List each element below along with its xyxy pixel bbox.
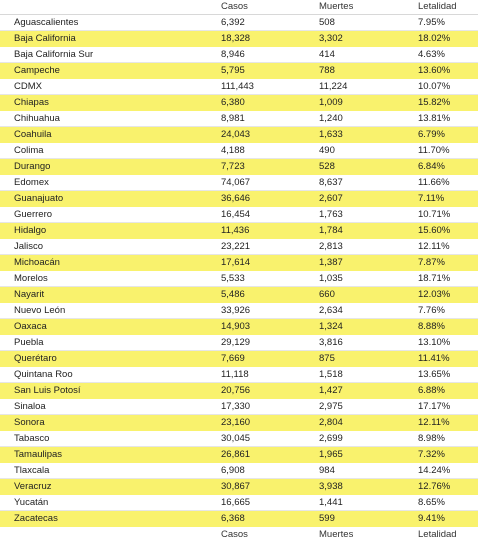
table-row (0, 463, 478, 479)
cell-estado: Yucatán (14, 497, 49, 508)
cell-letalidad: 12.76% (418, 481, 451, 492)
cell-estado: Edomex (14, 177, 49, 188)
header-muertes: Muertes (319, 1, 354, 12)
cell-letalidad: 11.66% (418, 177, 450, 188)
cell-casos: 23,160 (221, 417, 251, 428)
table-row (0, 415, 478, 431)
table-row (0, 287, 478, 303)
cell-muertes: 11,224 (319, 81, 348, 92)
table-row (0, 319, 478, 335)
table-row (0, 351, 478, 367)
cell-casos: 6,392 (221, 17, 245, 28)
cell-estado: Oaxaca (14, 321, 47, 332)
table-row (0, 271, 478, 287)
cell-muertes: 2,975 (319, 401, 343, 412)
cell-letalidad: 7.11% (418, 193, 445, 204)
cell-casos: 5,533 (221, 273, 245, 284)
cell-estado: Nuevo León (14, 305, 66, 316)
cell-casos: 18,328 (221, 33, 251, 44)
cell-estado: Chihuahua (14, 113, 60, 124)
cell-estado: Colima (14, 145, 44, 156)
table-row (0, 447, 478, 463)
cell-letalidad: 13.10% (418, 337, 451, 348)
table-row (0, 127, 478, 143)
header-letalidad: Letalidad (418, 1, 457, 12)
cell-estado: Coahuila (14, 129, 52, 140)
cell-letalidad: 12.11% (418, 241, 450, 252)
footer-casos: Casos (221, 529, 248, 540)
cell-casos: 5,486 (221, 289, 245, 300)
cell-muertes: 1,427 (319, 385, 343, 396)
cell-estado: Tamaulipas (14, 449, 63, 460)
cell-muertes: 1,784 (319, 225, 343, 236)
cell-letalidad: 10.07% (418, 81, 451, 92)
table-row (0, 47, 478, 63)
table-row (0, 303, 478, 319)
cell-muertes: 984 (319, 465, 335, 476)
cell-estado: Chiapas (14, 97, 49, 108)
cell-casos: 20,756 (221, 385, 251, 396)
cell-casos: 6,908 (221, 465, 245, 476)
cell-estado: CDMX (14, 81, 42, 92)
table-row (0, 383, 478, 399)
cell-letalidad: 6.88% (418, 385, 445, 396)
cell-casos: 26,861 (221, 449, 251, 460)
cell-muertes: 788 (319, 65, 335, 76)
cell-estado: Baja California Sur (14, 49, 94, 60)
cell-estado: Hidalgo (14, 225, 47, 236)
table-row (0, 399, 478, 415)
cell-muertes: 2,699 (319, 433, 343, 444)
table-body (0, 15, 478, 527)
cell-casos: 23,221 (221, 241, 251, 252)
cell-casos: 16,665 (221, 497, 251, 508)
cell-muertes: 3,938 (319, 481, 343, 492)
table-row (0, 239, 478, 255)
cell-muertes: 1,387 (319, 257, 343, 268)
cell-letalidad: 8.98% (418, 433, 445, 444)
cell-muertes: 1,441 (319, 497, 343, 508)
cell-muertes: 2,804 (319, 417, 343, 428)
table-row (0, 255, 478, 271)
header-casos: Casos (221, 1, 248, 12)
table-row (0, 335, 478, 351)
cell-estado: Quintana Roo (14, 369, 73, 380)
cell-letalidad: 8.88% (418, 321, 445, 332)
cell-estado: Durango (14, 161, 51, 172)
cell-muertes: 1,763 (319, 209, 343, 220)
cell-estado: Morelos (14, 273, 48, 284)
cell-muertes: 3,302 (319, 33, 343, 44)
cell-muertes: 3,816 (319, 337, 343, 348)
cell-letalidad: 7.76% (418, 305, 445, 316)
table-row (0, 31, 478, 47)
cell-muertes: 2,813 (319, 241, 343, 252)
cell-estado: Jalisco (14, 241, 44, 252)
cell-letalidad: 8.65% (418, 497, 445, 508)
cell-letalidad: 9.41% (418, 513, 445, 524)
cell-letalidad: 6.79% (418, 129, 445, 140)
table-row (0, 191, 478, 207)
cell-casos: 74,067 (221, 177, 251, 188)
cell-estado: Campeche (14, 65, 60, 76)
cell-casos: 17,614 (221, 257, 251, 268)
cell-muertes: 599 (319, 513, 335, 524)
cell-casos: 33,926 (221, 305, 251, 316)
cell-letalidad: 7.32% (418, 449, 445, 460)
cell-muertes: 508 (319, 17, 335, 28)
cell-letalidad: 6.84% (418, 161, 445, 172)
cell-muertes: 1,324 (319, 321, 343, 332)
cell-letalidad: 18.71% (418, 273, 451, 284)
cell-estado: Zacatecas (14, 513, 58, 524)
table-row (0, 95, 478, 111)
cell-casos: 6,380 (221, 97, 245, 108)
cell-muertes: 660 (319, 289, 335, 300)
cell-letalidad: 10.71% (418, 209, 451, 220)
cell-casos: 5,795 (221, 65, 245, 76)
cell-estado: Guanajuato (14, 193, 64, 204)
cell-estado: Veracruz (14, 481, 52, 492)
cell-letalidad: 13.81% (418, 113, 451, 124)
table-row (0, 79, 478, 95)
cell-estado: Tlaxcala (14, 465, 50, 476)
cell-estado: Sonora (14, 417, 45, 428)
cell-casos: 7,723 (221, 161, 245, 172)
cell-letalidad: 7.87% (418, 257, 445, 268)
table-row (0, 223, 478, 239)
cell-casos: 16,454 (221, 209, 251, 220)
cell-casos: 8,946 (221, 49, 245, 60)
cell-letalidad: 11.70% (418, 145, 450, 156)
cell-estado: San Luis Potosí (14, 385, 81, 396)
footer-muertes: Muertes (319, 529, 354, 540)
cell-estado: Michoacán (14, 257, 60, 268)
cell-estado: Puebla (14, 337, 44, 348)
cell-letalidad: 7.95% (418, 17, 445, 28)
cell-letalidad: 18.02% (418, 33, 451, 44)
cell-letalidad: 17.17% (418, 401, 451, 412)
cell-casos: 29,129 (221, 337, 251, 348)
cell-letalidad: 4.63% (418, 49, 445, 60)
cell-letalidad: 13.60% (418, 65, 451, 76)
footer-letalidad: Letalidad (418, 529, 457, 540)
cell-muertes: 1,009 (319, 97, 343, 108)
cell-estado: Baja California (14, 33, 76, 44)
cell-casos: 30,867 (221, 481, 251, 492)
table-row (0, 63, 478, 79)
cell-casos: 11,436 (221, 225, 250, 236)
table-row (0, 175, 478, 191)
cell-muertes: 1,240 (319, 113, 343, 124)
table-footer (0, 527, 478, 542)
cell-letalidad: 15.82% (418, 97, 451, 108)
cell-casos: 11,118 (221, 369, 249, 380)
cell-letalidad: 15.60% (418, 225, 451, 236)
cell-muertes: 875 (319, 353, 335, 364)
table-row (0, 511, 478, 527)
cell-muertes: 1,965 (319, 449, 343, 460)
cell-muertes: 8,637 (319, 177, 343, 188)
cell-muertes: 1,035 (319, 273, 343, 284)
table-row (0, 495, 478, 511)
cell-muertes: 2,607 (319, 193, 343, 204)
cell-casos: 4,188 (221, 145, 245, 156)
cell-estado: Sinaloa (14, 401, 46, 412)
table-row (0, 479, 478, 495)
cell-casos: 7,669 (221, 353, 245, 364)
cell-estado: Aguascalientes (14, 17, 79, 28)
table-row (0, 367, 478, 383)
cell-casos: 6,368 (221, 513, 245, 524)
cell-casos: 24,043 (221, 129, 251, 140)
cell-casos: 14,903 (221, 321, 251, 332)
cell-muertes: 490 (319, 145, 335, 156)
table-row (0, 207, 478, 223)
table-row (0, 143, 478, 159)
table-row (0, 111, 478, 127)
table-row (0, 15, 478, 31)
cell-muertes: 414 (319, 49, 335, 60)
cell-letalidad: 11.41% (418, 353, 450, 364)
table-row (0, 431, 478, 447)
cell-muertes: 528 (319, 161, 335, 172)
cell-letalidad: 14.24% (418, 465, 451, 476)
cell-letalidad: 13.65% (418, 369, 451, 380)
cell-letalidad: 12.11% (418, 417, 450, 428)
table-row (0, 159, 478, 175)
table-header (0, 0, 478, 15)
cell-casos: 17,330 (221, 401, 251, 412)
cell-estado: Nayarit (14, 289, 45, 300)
cell-estado: Guerrero (14, 209, 53, 220)
cell-estado: Querétaro (14, 353, 57, 364)
cell-casos: 111,443 (221, 81, 254, 92)
cell-casos: 36,646 (221, 193, 251, 204)
cell-casos: 30,045 (221, 433, 251, 444)
cell-muertes: 1,633 (319, 129, 343, 140)
cell-muertes: 2,634 (319, 305, 343, 316)
cell-estado: Tabasco (14, 433, 50, 444)
cell-muertes: 1,518 (319, 369, 343, 380)
cell-letalidad: 12.03% (418, 289, 451, 300)
cell-casos: 8,981 (221, 113, 245, 124)
